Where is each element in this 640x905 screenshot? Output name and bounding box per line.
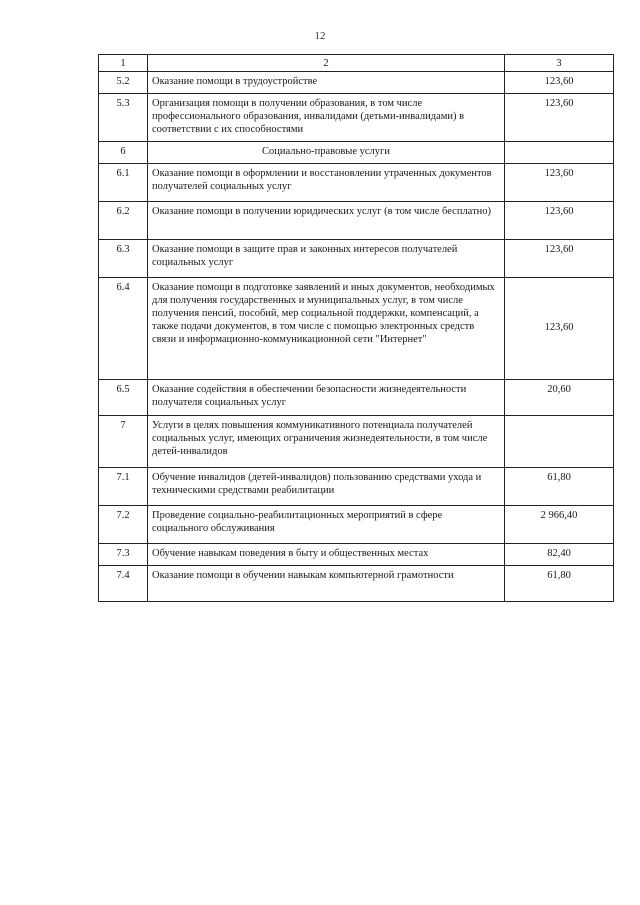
table-row	[99, 72, 614, 94]
service-price: 123,60	[505, 72, 614, 94]
service-price	[505, 416, 614, 468]
service-price: 61,80	[505, 566, 614, 602]
row-number: 6.4	[99, 278, 148, 380]
page-number: 12	[314, 30, 326, 42]
service-name: Проведение социально-реабилитационных мероприятий в сфере социального обслуживания	[148, 506, 505, 544]
service-name: Оказание помощи в трудоустройстве	[148, 72, 505, 94]
service-price: 2 966,40	[505, 506, 614, 544]
row-number: 7.2	[99, 506, 148, 544]
row-number: 6.3	[99, 240, 148, 278]
services-table	[98, 54, 614, 602]
table-row	[99, 94, 614, 142]
table-row	[99, 202, 614, 240]
service-price	[505, 142, 614, 164]
service-price: 123,60	[505, 164, 614, 202]
row-number: 7	[99, 416, 148, 468]
table-row	[99, 142, 614, 164]
service-name: Оказание помощи в оформлении и восстановлении утраченных документов получателей социальных услуг	[148, 164, 505, 202]
service-name: Оказание помощи в получении юридических услуг (в том числе бесплатно)	[148, 202, 505, 240]
row-number: 7.3	[99, 544, 148, 566]
service-name: Обучение навыкам поведения в быту и общественных местах	[148, 544, 505, 566]
service-name: Оказание помощи в подготовке заявлений и иных документов, необходимых для получения государственных и муниципальных услуг, в том числе получения пенсий, пособий, мер социальной поддержки, компенсаций, а также подачи документов, в том числе с помощью электронных средств связи и информационно-коммуникационной сети "Интернет"	[148, 278, 505, 380]
table-row	[99, 506, 614, 544]
table-row	[99, 416, 614, 468]
table-header-row	[99, 55, 614, 72]
service-price: 123,60	[505, 240, 614, 278]
service-price: 61,80	[505, 468, 614, 506]
service-name: Организация помощи в получении образования, в том числе профессионального образования, инвалидами (детьми-инвалидами) в соответствии с их способностями	[148, 94, 505, 142]
table-row	[99, 240, 614, 278]
row-number: 5.2	[99, 72, 148, 94]
service-name: Оказание помощи в обучении навыкам компьютерной грамотности	[148, 566, 505, 602]
service-price: 123,60	[505, 278, 614, 380]
table-row	[99, 278, 614, 380]
row-number: 6.1	[99, 164, 148, 202]
table-row	[99, 566, 614, 602]
row-number: 5.3	[99, 94, 148, 142]
service-name: Обучение инвалидов (детей-инвалидов) пользованию средствами ухода и техническими средствами реабилитации	[148, 468, 505, 506]
service-name: Социально-правовые услуги	[148, 142, 505, 164]
service-price: 82,40	[505, 544, 614, 566]
row-number: 7.1	[99, 468, 148, 506]
service-price: 123,60	[505, 202, 614, 240]
table-row	[99, 544, 614, 566]
table-row	[99, 380, 614, 416]
table-row	[99, 468, 614, 506]
service-price: 123,60	[505, 94, 614, 142]
column-header-number: 1	[99, 55, 148, 72]
column-header-service: 2	[148, 55, 505, 72]
table-row	[99, 164, 614, 202]
service-price: 20,60	[505, 380, 614, 416]
row-number: 7.4	[99, 566, 148, 602]
row-number: 6.2	[99, 202, 148, 240]
row-number: 6.5	[99, 380, 148, 416]
service-name: Оказание помощи в защите прав и законных интересов получателей социальных услуг	[148, 240, 505, 278]
column-header-price: 3	[505, 55, 614, 72]
row-number: 6	[99, 142, 148, 164]
service-name: Оказание содействия в обеспечении безопасности жизнедеятельности получателя социальных услуг	[148, 380, 505, 416]
service-name: Услуги в целях повышения коммуникативного потенциала получателей социальных услуг, имеющих ограничения жизнедеятельности, в том числе детей-инвалидов	[148, 416, 505, 468]
